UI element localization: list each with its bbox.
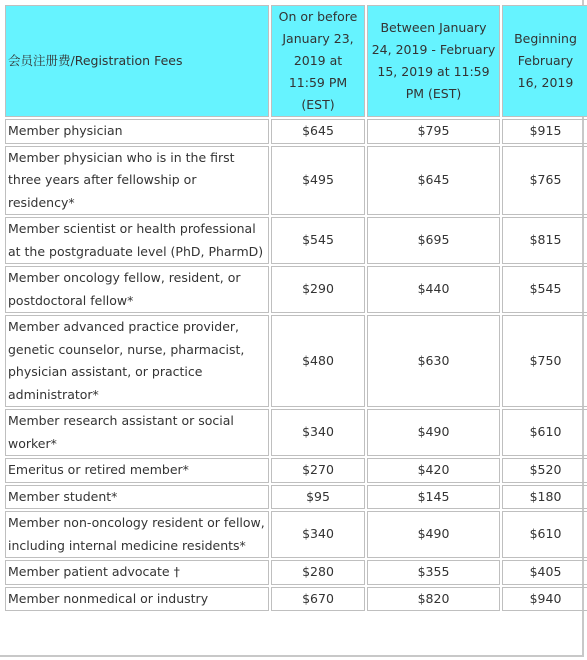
fee-period-2: $630 [367, 315, 500, 407]
fee-period-3: $915 [502, 119, 587, 144]
fee-period-3: $765 [502, 146, 587, 216]
table-row [5, 266, 587, 313]
table-row [5, 587, 587, 612]
fee-period-1: $95 [271, 485, 365, 510]
fee-period-1: $270 [271, 458, 365, 483]
fee-period-1: $280 [271, 560, 365, 585]
fee-period-1: $340 [271, 511, 365, 558]
fee-period-2: $795 [367, 119, 500, 144]
fee-category: Member research assistant or social worker* [5, 409, 269, 456]
fee-period-1: $340 [271, 409, 365, 456]
fee-period-2: $440 [367, 266, 500, 313]
fee-category: Member physician who is in the first three years after fellowship or residency* [5, 146, 269, 216]
fee-period-2: $490 [367, 511, 500, 558]
table-row [5, 315, 587, 407]
fee-period-3: $940 [502, 587, 587, 612]
fee-period-1: $545 [271, 217, 365, 264]
fee-period-3: $610 [502, 511, 587, 558]
table-row [5, 485, 587, 510]
table-row [5, 217, 587, 264]
table-row [5, 119, 587, 144]
fee-category: Member student* [5, 485, 269, 510]
fee-period-3: $405 [502, 560, 587, 585]
fee-category: Member patient advocate † [5, 560, 269, 585]
fee-period-1: $480 [271, 315, 365, 407]
fee-category: Member advanced practice provider, genetic counselor, nurse, pharmacist, physician assistant, or practice administrator* [5, 315, 269, 407]
fee-period-2: $645 [367, 146, 500, 216]
fee-period-2: $820 [367, 587, 500, 612]
fee-period-3: $815 [502, 217, 587, 264]
table-row [5, 511, 587, 558]
fee-category: Member oncology fellow, resident, or postdoctoral fellow* [5, 266, 269, 313]
header-period-1: On or before January 23, 2019 at 11:59 PM (EST) [271, 5, 365, 117]
fee-period-2: $420 [367, 458, 500, 483]
fee-period-2: $355 [367, 560, 500, 585]
fee-category: Emeritus or retired member* [5, 458, 269, 483]
table-row [5, 409, 587, 456]
fee-period-3: $545 [502, 266, 587, 313]
table-header-row [5, 5, 587, 117]
fee-period-2: $145 [367, 485, 500, 510]
table-row [5, 458, 587, 483]
fee-period-1: $495 [271, 146, 365, 216]
fee-period-3: $180 [502, 485, 587, 510]
fee-period-1: $645 [271, 119, 365, 144]
header-period-3: Beginning February 16, 2019 [502, 5, 587, 117]
fee-period-2: $490 [367, 409, 500, 456]
fee-category: Member nonmedical or industry [5, 587, 269, 612]
header-period-2: Between January 24, 2019 - February 15, 2019 at 11:59 PM (EST) [367, 5, 500, 117]
fee-category: Member physician [5, 119, 269, 144]
table-row [5, 560, 587, 585]
fee-period-1: $670 [271, 587, 365, 612]
fee-period-3: $610 [502, 409, 587, 456]
fee-category: Member scientist or health professional at the postgraduate level (PhD, PharmD) [5, 217, 269, 264]
table-row [5, 146, 587, 216]
header-category: 会员注册费/Registration Fees [5, 5, 269, 117]
fee-period-2: $695 [367, 217, 500, 264]
fee-period-3: $520 [502, 458, 587, 483]
fee-period-1: $290 [271, 266, 365, 313]
fee-period-3: $750 [502, 315, 587, 407]
registration-fees-table [3, 3, 587, 613]
fee-category: Member non-oncology resident or fellow, including internal medicine residents* [5, 511, 269, 558]
